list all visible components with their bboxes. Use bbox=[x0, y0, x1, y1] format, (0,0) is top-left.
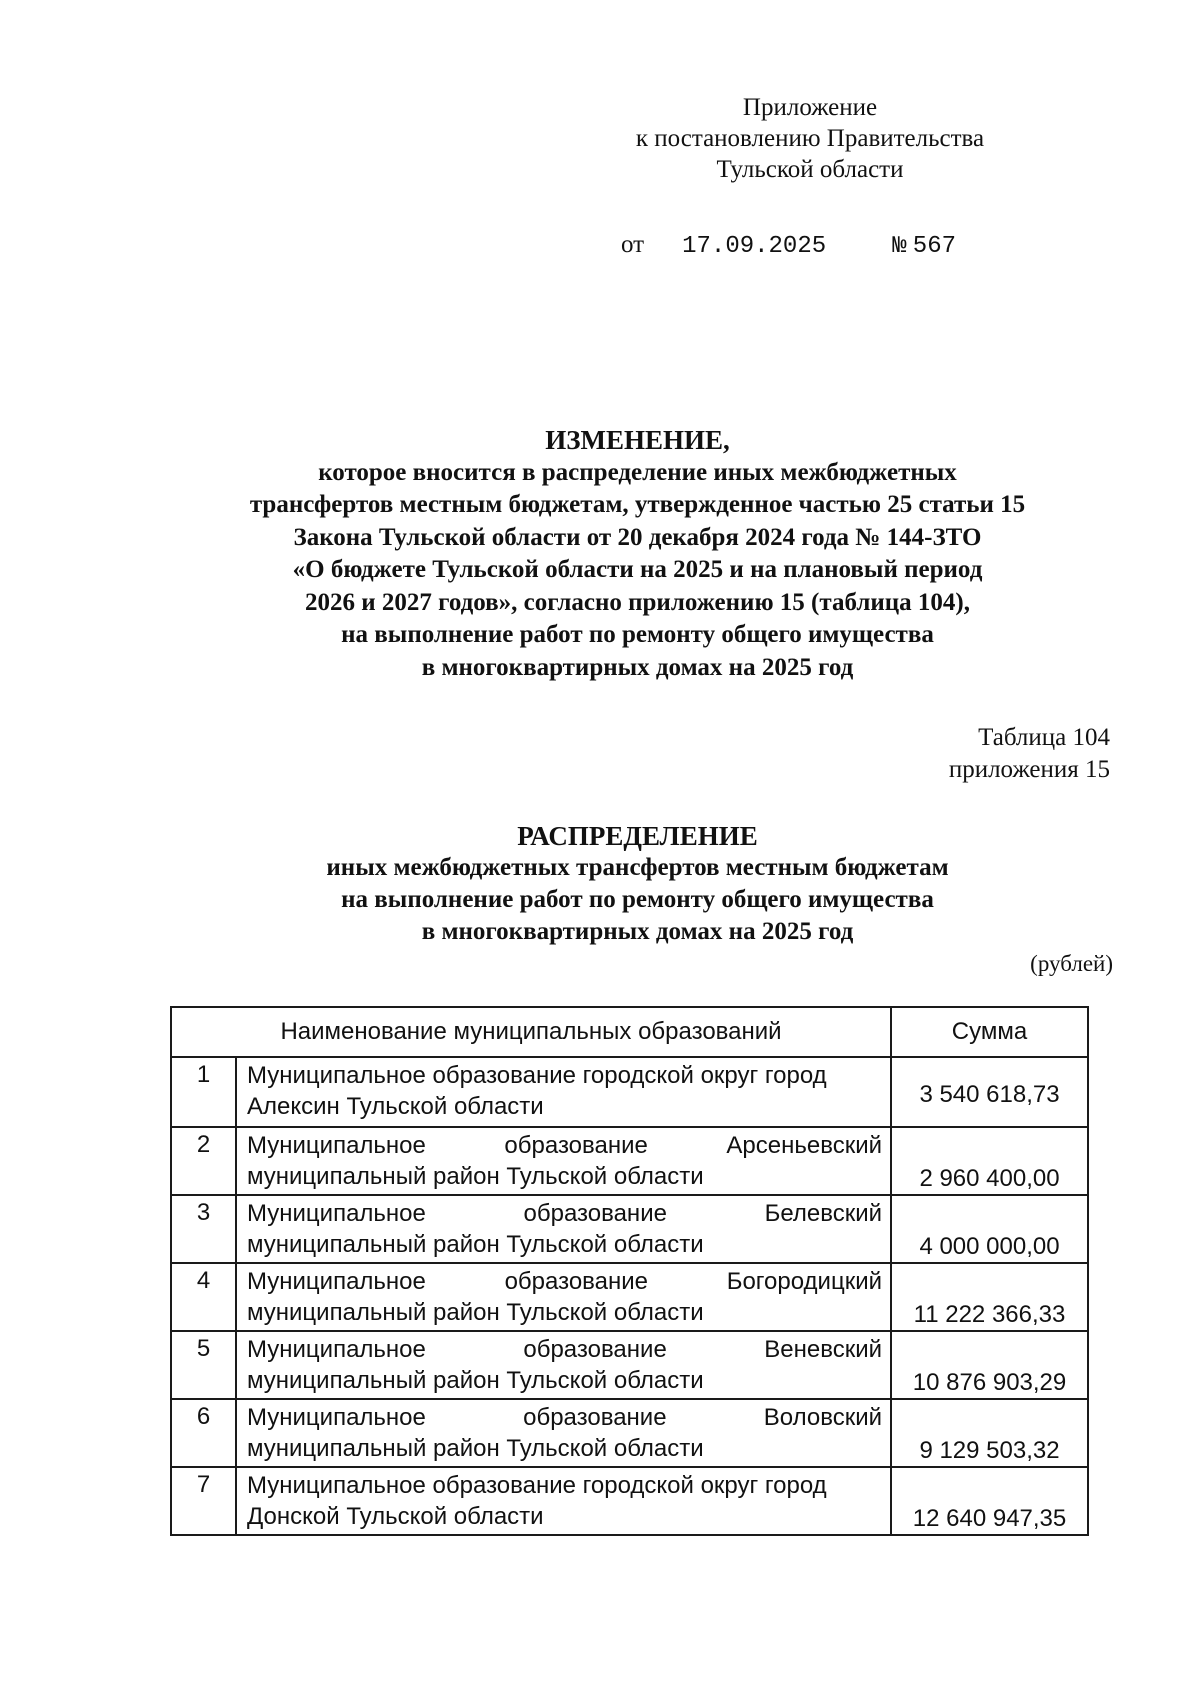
row-name-line: Муниципальное образование Белевский bbox=[247, 1200, 883, 1227]
distribution-title-line: иных межбюджетных трансфертов местным бюджетам bbox=[326, 854, 949, 881]
decree-label: к постановлению Правительства bbox=[635, 125, 985, 152]
table-row bbox=[171, 1399, 1088, 1467]
row-name-line: муниципальный район Тульской области bbox=[247, 1435, 704, 1462]
decree-date-number bbox=[621, 231, 956, 260]
change-heading: ИЗМЕНЕНИЕ, bbox=[545, 425, 730, 455]
row-name-line: муниципальный район Тульской области bbox=[247, 1299, 704, 1326]
distribution-table bbox=[170, 1006, 1089, 1536]
table-row bbox=[171, 1467, 1088, 1535]
row-index: 5 bbox=[171, 1331, 236, 1399]
row-amount: 10 876 903,29 bbox=[891, 1331, 1088, 1399]
row-name bbox=[236, 1399, 891, 1467]
row-amount: 2 960 400,00 bbox=[891, 1127, 1088, 1195]
change-title-line: трансфертов местным бюджетам, утвержденное частью 25 статьи 15 bbox=[249, 491, 1026, 518]
row-name-line: Алексин Тульской области bbox=[247, 1093, 544, 1120]
row-name-line: Муниципальное образование городской округ город bbox=[247, 1062, 827, 1089]
decree-date: 17.09.2025 bbox=[682, 233, 827, 260]
row-name-line: Донской Тульской области bbox=[247, 1503, 544, 1530]
row-name bbox=[236, 1331, 891, 1399]
table-row bbox=[171, 1195, 1088, 1263]
region-label: Тульской области bbox=[716, 156, 904, 183]
decree-number: 567 bbox=[912, 233, 957, 260]
change-title-line: Закона Тульской области от 20 декабря 2024 года № 144-ЗТО bbox=[293, 523, 982, 551]
table-row bbox=[171, 1057, 1088, 1127]
table-reference bbox=[949, 722, 1110, 786]
distribution-title-line: на выполнение работ по ремонту общего имущества bbox=[341, 886, 934, 913]
row-index: 6 bbox=[171, 1399, 236, 1467]
row-name bbox=[236, 1195, 891, 1263]
row-index: 1 bbox=[171, 1057, 236, 1127]
row-amount: 3 540 618,73 bbox=[891, 1057, 1088, 1127]
row-name-line: Муниципальное образование Богородицкий bbox=[247, 1268, 883, 1295]
distribution-title bbox=[150, 820, 1125, 948]
row-name-line: Муниципальное образование Воловский bbox=[247, 1404, 883, 1431]
row-name-line: муниципальный район Тульской области bbox=[247, 1163, 704, 1190]
row-index: 3 bbox=[171, 1195, 236, 1263]
row-name-line: Муниципальное образование городской округ город bbox=[247, 1472, 827, 1499]
table-number: Таблица 104 bbox=[978, 724, 1110, 751]
row-index: 2 bbox=[171, 1127, 236, 1195]
row-amount: 9 129 503,32 bbox=[891, 1399, 1088, 1467]
table-header-row bbox=[171, 1007, 1088, 1057]
date-prefix: от bbox=[621, 231, 645, 258]
change-title bbox=[150, 424, 1125, 684]
appendix-label: Приложение bbox=[742, 94, 878, 121]
row-name-line: Муниципальное образование Арсеньевский bbox=[247, 1132, 883, 1159]
row-name bbox=[236, 1057, 891, 1127]
table-row bbox=[171, 1127, 1088, 1195]
number-prefix: № bbox=[892, 233, 907, 260]
row-name bbox=[236, 1467, 891, 1535]
appendix-header bbox=[600, 92, 1020, 185]
row-name bbox=[236, 1127, 891, 1195]
distribution-heading: РАСПРЕДЕЛЕНИЕ bbox=[517, 821, 758, 851]
header-name-column: Наименование муниципальных образований bbox=[171, 1007, 891, 1057]
row-name-line: муниципальный район Тульской области bbox=[247, 1231, 704, 1258]
row-name bbox=[236, 1263, 891, 1331]
row-index: 4 bbox=[171, 1263, 236, 1331]
change-title-line: «О бюджете Тульской области на 2025 и на плановый период bbox=[292, 556, 983, 583]
change-title-line: которое вносится в распределение иных межбюджетных bbox=[318, 458, 957, 486]
change-title-line: в многоквартирных домах на 2025 год bbox=[421, 653, 854, 681]
row-name-line: муниципальный район Тульской области bbox=[247, 1367, 704, 1394]
row-amount: 11 222 366,33 bbox=[891, 1263, 1088, 1331]
row-amount: 12 640 947,35 bbox=[891, 1467, 1088, 1535]
header-amount-column: Сумма bbox=[891, 1007, 1088, 1057]
change-title-line: на выполнение работ по ремонту общего имущества bbox=[341, 621, 934, 648]
table-row bbox=[171, 1263, 1088, 1331]
row-amount: 4 000 000,00 bbox=[891, 1195, 1088, 1263]
row-index: 7 bbox=[171, 1467, 236, 1535]
appendix-number: приложения 15 bbox=[948, 756, 1110, 783]
units-label: (рублей) bbox=[1030, 951, 1113, 976]
distribution-title-line: в многоквартирных домах на 2025 год bbox=[421, 918, 854, 945]
row-name-line: Муниципальное образование Веневский bbox=[247, 1336, 883, 1363]
table-row bbox=[171, 1331, 1088, 1399]
change-title-line: 2026 и 2027 годов», согласно приложению 15 (таблица 104), bbox=[304, 588, 970, 616]
